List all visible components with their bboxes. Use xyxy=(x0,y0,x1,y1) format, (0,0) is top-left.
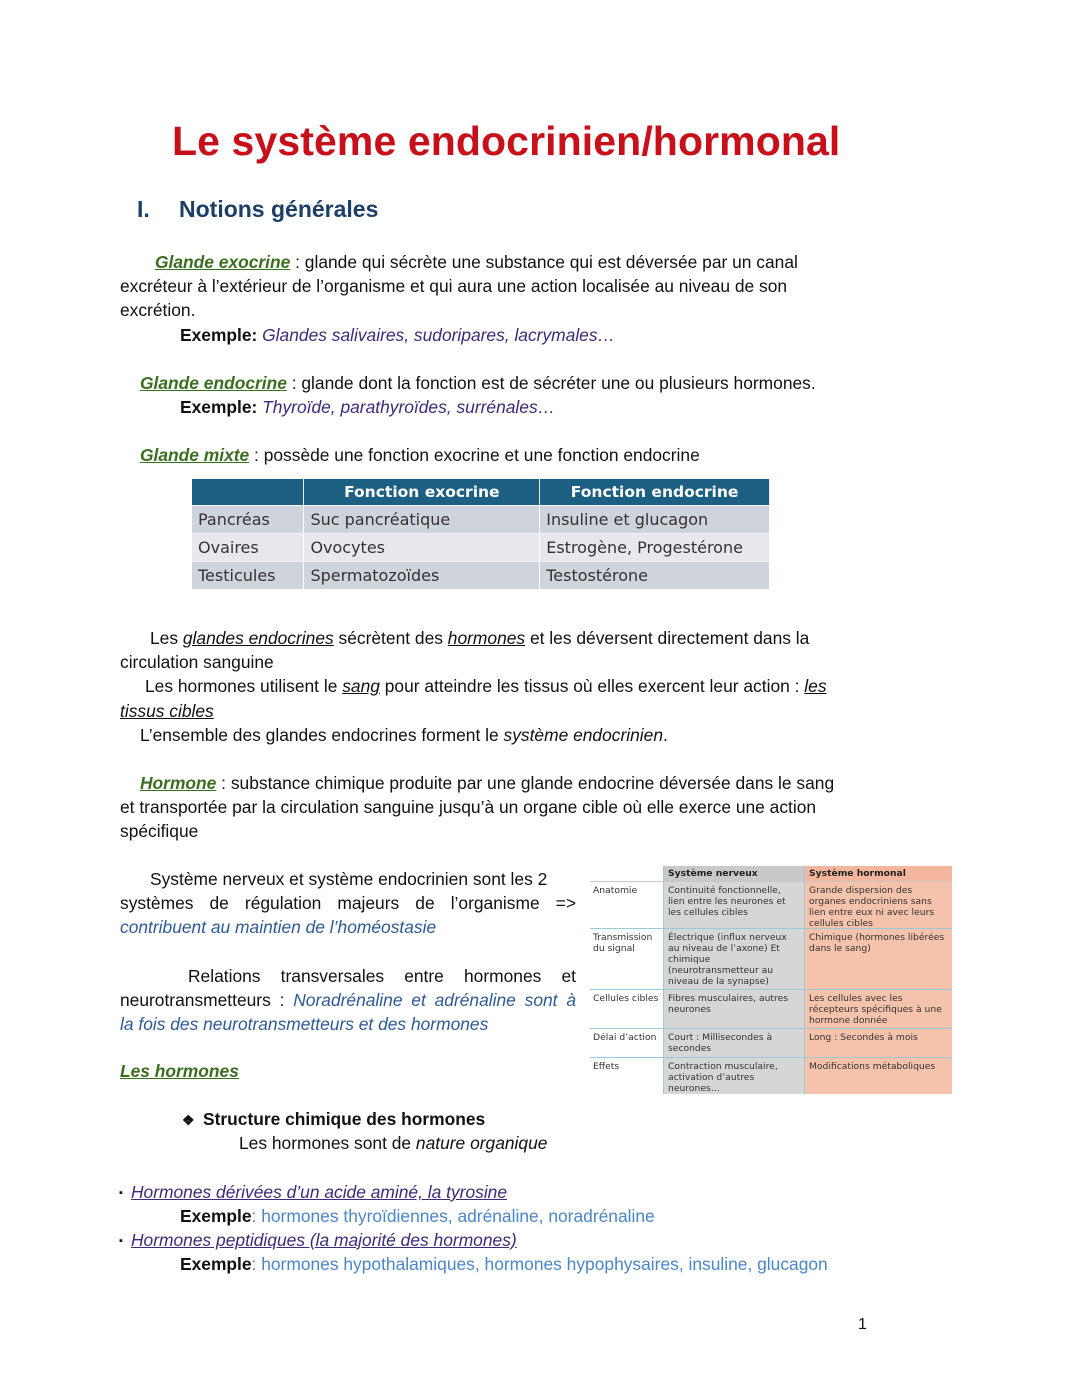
emphasis-hormones: hormones xyxy=(447,628,526,648)
example-text: Glandes salivaires, sudoripares, lacrymales… xyxy=(257,324,615,345)
example-text: Thyroïde, parathyroïdes, surrénales… xyxy=(257,397,556,418)
table-cell: Anatomie xyxy=(590,882,663,928)
table-cell: Modifications métaboliques xyxy=(804,1058,952,1094)
table-cell: Électrique (influx nerveux au niveau de l’axone) Et chimique (neurotransmetteur au niveau de la synapse) xyxy=(663,929,804,989)
table-row xyxy=(192,561,770,589)
text-line: et transportée par la circulation sanguine jusqu’à un organe cible où elle exerce une action xyxy=(120,797,817,818)
square-bullet-icon: ▪ xyxy=(119,1187,123,1199)
exocrine-definition xyxy=(120,250,868,347)
square-bullet-icon: ▪ xyxy=(119,1235,123,1247)
nervous-vs-hormonal-table xyxy=(590,866,952,1094)
nature-line xyxy=(239,1133,547,1154)
table-header-row xyxy=(192,479,770,505)
text-line: circulation sanguine xyxy=(120,652,274,673)
example-label: Exemple xyxy=(180,1254,252,1274)
text: : substance chimique produite par une glande endocrine déversée dans le sang xyxy=(216,773,835,793)
table-cell: Long : Secondes à mois xyxy=(804,1029,952,1057)
section-number: I. xyxy=(137,196,150,222)
table-cell: Contraction musculaire, activation d’autres neurones… xyxy=(663,1058,804,1094)
example-label: Exemple xyxy=(180,1206,252,1226)
neurotransmitter-emphasis: la fois des neurotransmetteurs et des hormones xyxy=(120,1014,489,1035)
text: L’ensemble des glandes endocrines forment le xyxy=(140,724,504,745)
table-header-row xyxy=(590,866,952,882)
table-row xyxy=(590,990,952,1029)
endocrine-example xyxy=(120,395,868,419)
systems-paragraph xyxy=(120,867,576,940)
list-item-example xyxy=(180,1206,655,1227)
list-item xyxy=(119,1182,507,1203)
table-cell: Ovocytes xyxy=(304,533,540,561)
exocrine-term: Glande exocrine xyxy=(155,252,291,272)
endocrine-text: : glande dont la fonction est de sécréter une ou plusieurs hormones. xyxy=(286,373,816,393)
text-line: spécifique xyxy=(120,821,199,842)
table-cell: Fibres musculaires, autres neurones xyxy=(663,990,804,1028)
text-line: systèmes de régulation majeurs de l’organisme => xyxy=(120,893,576,914)
table-cell: Ovaires xyxy=(192,533,304,561)
table-cell: Transmission du signal xyxy=(590,929,663,989)
example-text: : hormones hypothalamiques, hormones hypophysaires, insuline, glucagon xyxy=(251,1254,828,1274)
table-cell: Suc pancréatique xyxy=(304,505,540,533)
text: . xyxy=(663,724,668,745)
table-header-cell: Fonction endocrine xyxy=(540,479,770,505)
text: Les xyxy=(150,628,183,648)
list-item xyxy=(119,1230,517,1251)
table-row xyxy=(192,505,770,533)
blood-paragraph xyxy=(120,626,868,747)
table-header-cell: Système nerveux xyxy=(663,866,804,881)
section-heading xyxy=(137,196,378,223)
table-cell: Chimique (hormones libérées dans le sang) xyxy=(804,929,952,989)
table-cell: Les cellules avec les récepteurs spécifiques à une hormone donnée xyxy=(804,990,952,1028)
table-row xyxy=(590,1058,952,1094)
table-cell: Cellules cibles xyxy=(590,990,663,1028)
section-title: Notions générales xyxy=(179,196,379,222)
emphasis-tissus-cibles: tissus cibles xyxy=(120,700,214,721)
table-cell: Délai d’action xyxy=(590,1029,663,1057)
text: neurotransmetteurs : xyxy=(120,990,294,1011)
table-cell: Grande dispersion des organes endocriniens sans lien entre eux ni avec leurs cellules cibles xyxy=(804,882,952,928)
table-header-cell xyxy=(590,866,663,881)
table-header-cell: Système hormonal xyxy=(804,866,952,881)
table-header-cell: Fonction exocrine xyxy=(304,479,540,505)
table-header-cell xyxy=(192,479,304,505)
table-row xyxy=(590,1029,952,1058)
table-cell: Estrogène, Progestérone xyxy=(540,533,770,561)
table-cell: Continuité fonctionnelle, lien entre les neurones et les cellules cibles xyxy=(663,882,804,928)
table-row xyxy=(590,929,952,990)
example-text: : hormones thyroïdiennes, adrénaline, noradrénaline xyxy=(251,1206,655,1226)
table-row xyxy=(192,533,770,561)
endocrine-definition xyxy=(120,371,868,419)
example-label: Exemple: xyxy=(180,324,258,345)
example-label: Exemple: xyxy=(180,397,258,418)
table-cell: Effets xyxy=(590,1058,663,1094)
emphasis-glandes-endocrines: glandes endocrines xyxy=(182,628,334,648)
table-cell: Court : Millisecondes à secondes xyxy=(663,1029,804,1057)
homeostasie-emphasis: contribuent au maintien de l’homéostasie xyxy=(120,917,437,938)
exocrine-text-line2: excréteur à l’extérieur de l’organisme et qui aura une action localisée au niveau de son xyxy=(120,276,788,297)
endocrine-term: Glande endocrine xyxy=(140,373,287,393)
text: Les hormones utilisent le xyxy=(145,676,343,697)
structure-subheading xyxy=(182,1109,485,1130)
exocrine-text: : glande qui sécrète une substance qui est déversée par un canal xyxy=(290,252,798,272)
emphasis-systeme-endocrinien: système endocrinien xyxy=(503,724,663,745)
mixte-term: Glande mixte xyxy=(140,445,250,465)
hormone-term: Hormone xyxy=(140,773,217,793)
table-row xyxy=(590,882,952,929)
text: sécrètent des xyxy=(333,628,448,648)
text: pour atteindre les tissus où elles exercent leur action : xyxy=(379,676,805,697)
table-cell: Insuline et glucagon xyxy=(540,505,770,533)
exocrine-text-line3: excrétion. xyxy=(120,300,196,321)
subheading-text: Structure chimique des hormones xyxy=(203,1109,486,1129)
list-item-example xyxy=(180,1254,828,1275)
emphasis-nature-organique: nature organique xyxy=(415,1133,548,1153)
neurotransmitter-emphasis: Noradrénaline et adrénaline sont à xyxy=(293,990,576,1011)
hormone-definition xyxy=(120,771,868,844)
mixte-text: : possède une fonction exocrine et une fonction endocrine xyxy=(249,445,700,465)
emphasis-tissus-cibles: les xyxy=(804,676,827,697)
text-line: Relations transversales entre hormones et xyxy=(188,966,576,986)
hormone-category-label: Hormones dérivées d’un acide aminé, la tyrosine xyxy=(131,1182,508,1202)
exocrine-example xyxy=(120,323,868,347)
table-cell: Testostérone xyxy=(540,561,770,589)
text: Les hormones sont de xyxy=(239,1133,416,1153)
diamond-bullet-icon: ❖ xyxy=(182,1112,195,1128)
text: et les déversent directement dans la xyxy=(525,628,810,648)
table-cell: Testicules xyxy=(192,561,304,589)
table-cell: Pancréas xyxy=(192,505,304,533)
emphasis-sang: sang xyxy=(342,676,380,697)
glandes-mixtes-table xyxy=(192,479,770,589)
hormone-category-label: Hormones peptidiques (la majorité des hormones) xyxy=(131,1230,517,1250)
les-hormones-heading: Les hormones xyxy=(120,1061,239,1081)
mixte-definition xyxy=(120,443,868,467)
text-line: Système nerveux et système endocrinien sont les 2 xyxy=(150,869,548,889)
page-title: Le système endocrinien/hormonal xyxy=(172,118,841,164)
table-cell: Spermatozoïdes xyxy=(304,561,540,589)
relations-paragraph xyxy=(120,964,576,1037)
page-number: 1 xyxy=(858,1316,867,1333)
